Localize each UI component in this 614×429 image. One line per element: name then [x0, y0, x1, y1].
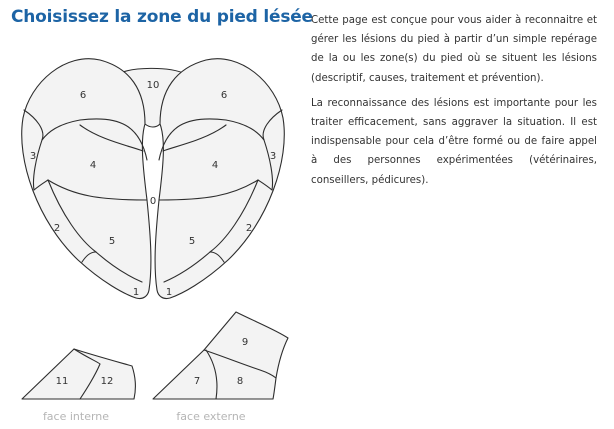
zone-0-label[interactable]: 0 — [149, 196, 157, 207]
caption-external-face: face externe — [176, 410, 246, 423]
zone-6-right-label[interactable]: 6 — [220, 90, 228, 101]
zone-7-label[interactable]: 7 — [193, 376, 201, 387]
foot-zone-diagram — [0, 0, 300, 429]
intro-text — [311, 11, 597, 196]
internal-face-outline[interactable] — [22, 349, 135, 399]
zone-2-right-label[interactable]: 2 — [245, 223, 253, 234]
zone-10-label[interactable]: 10 — [146, 80, 160, 91]
left-claw-outline[interactable] — [22, 59, 151, 299]
zone-5-left-label[interactable]: 5 — [108, 236, 116, 247]
zone-3-right-label[interactable]: 3 — [269, 151, 277, 162]
intro-paragraph: Cette page est conçue pour vous aider à reconnaitre et gérer les lésions du pied à partir d’un simple repérage de la ou les zone(s) du pied où se situent les lésions (descriptif, causes, traitement et prévention). — [311, 15, 597, 84]
recognition-paragraph: La reconnaissance des lésions est importante pour les traiter efficacement, sans aggraver la situation. Il est indispensable pour cela d’être formé ou de faire appel à des personnes expérimentées (vétérinaires, conseillers, pédicures). — [311, 97, 597, 186]
zone-1-left-label[interactable]: 1 — [132, 287, 140, 298]
zone-8-label[interactable]: 8 — [236, 376, 244, 387]
zone-2-left-label[interactable]: 2 — [53, 223, 61, 234]
page-title: Choisissez la zone du pied lésée — [11, 7, 313, 27]
zone-4-right-label[interactable]: 4 — [211, 160, 219, 171]
zone-11-label[interactable]: 11 — [55, 376, 69, 387]
zone-9-label[interactable]: 9 — [241, 337, 249, 348]
zone-1-right-label[interactable]: 1 — [165, 287, 173, 298]
zone-4-left-label[interactable]: 4 — [89, 160, 97, 171]
zone-12-label[interactable]: 12 — [100, 376, 114, 387]
right-claw-outline[interactable] — [155, 59, 284, 299]
zone-5-right-label[interactable]: 5 — [188, 236, 196, 247]
zone-3-left-label[interactable]: 3 — [29, 151, 37, 162]
zone-6-left-label[interactable]: 6 — [79, 90, 87, 101]
caption-internal-face: face interne — [42, 410, 110, 423]
